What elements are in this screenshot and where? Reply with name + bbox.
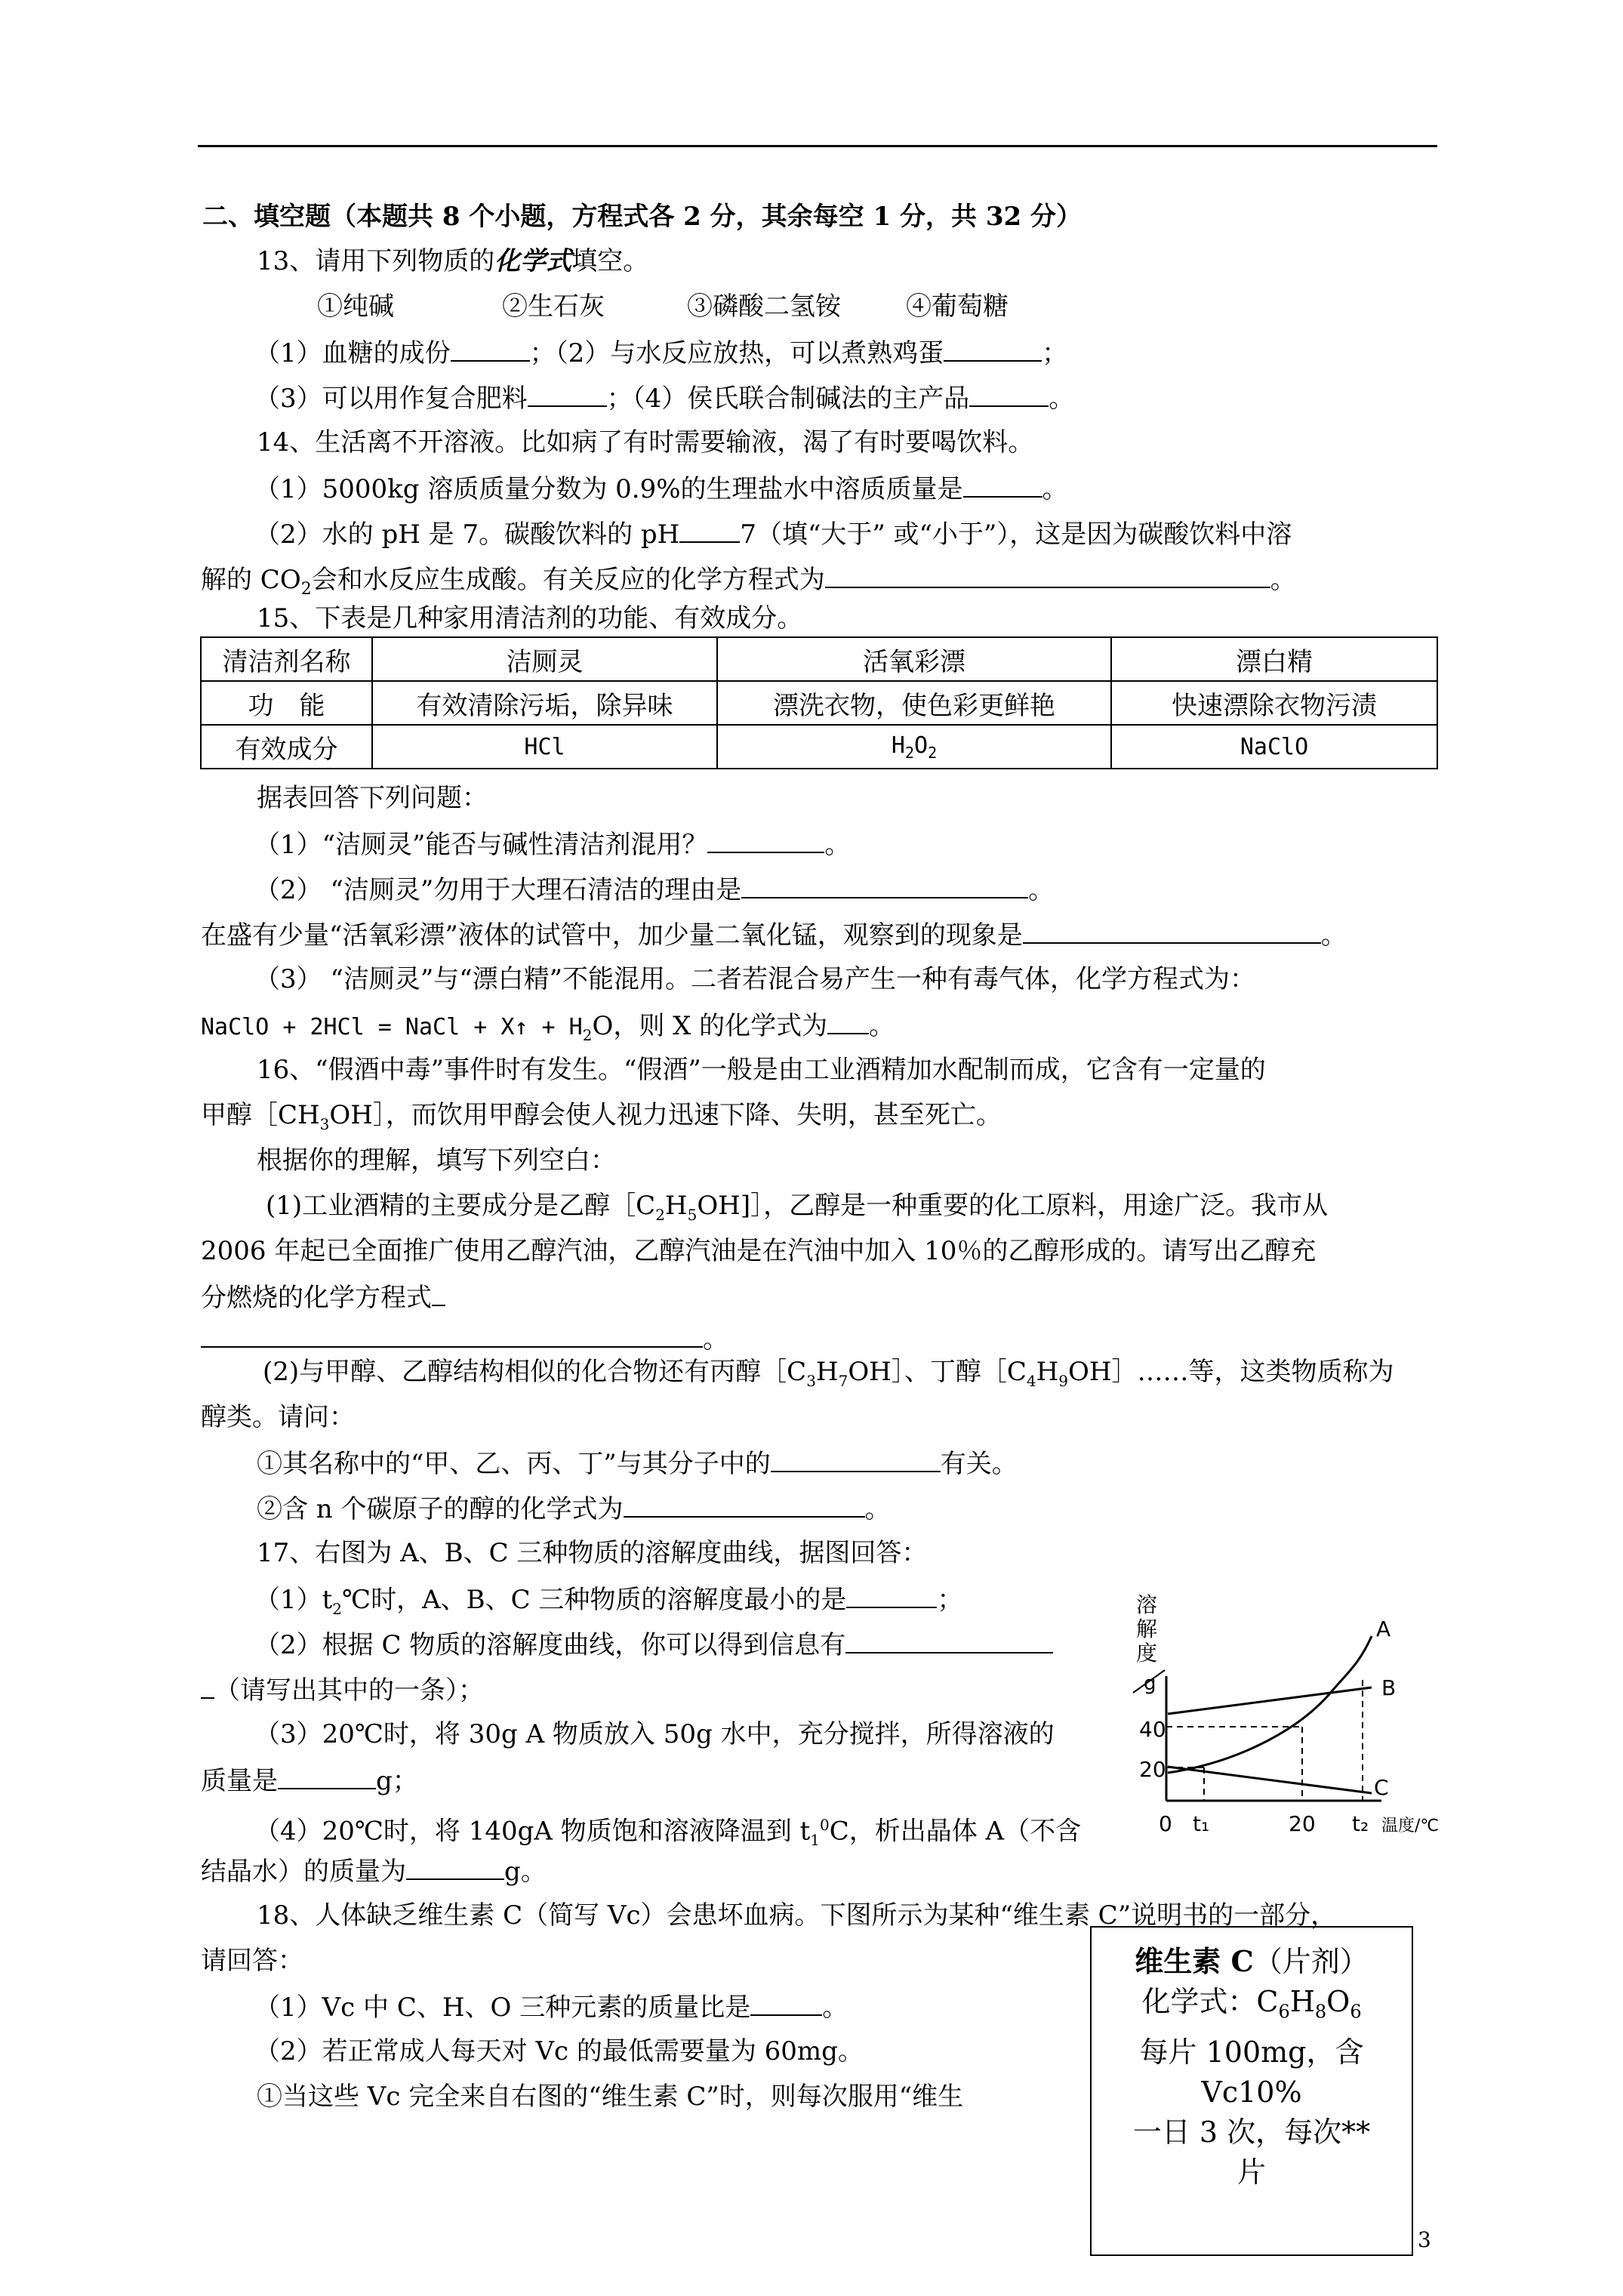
section-header: 二、填空题（本题共 8 个小题，方程式各 2 分，其余每空 1 分，共 32 分） — [202, 202, 1082, 232]
answer-blank[interactable] — [771, 1445, 941, 1472]
answer-blank[interactable] — [846, 1581, 937, 1608]
q14-line-3: 解的 $CO_2$会和水反应生成酸。有关反应的化学方程式为 。 — [201, 561, 1296, 607]
table-header-cell: 漂白精 — [1111, 637, 1437, 681]
q17-line-6: （4）20℃时，将 140gA 物质饱和溶液降温到 $t_1^0C$，析出晶体 A（不含 — [254, 1816, 1082, 1850]
q13-option-2: ②生石灰 — [502, 291, 605, 322]
answer-blank[interactable] — [451, 334, 530, 362]
q15-prompt: 据表回答下列问题： — [257, 783, 488, 813]
curve-label-b: B — [1381, 1675, 1397, 1700]
table-cell: 有效清除污垢，除异味 — [372, 681, 717, 725]
y-unit: g — [1144, 1672, 1156, 1695]
q13-line-1: （1）血糖的成份 ；（2）与水反应放热，可以煮熟鸡蛋 ； — [254, 334, 1067, 371]
y-axis-label — [1136, 1592, 1157, 1695]
table-cell: 漂洗衣物，使色彩更鲜艳 — [717, 681, 1111, 725]
curve-c — [1168, 1767, 1372, 1793]
y-label-char: 度 — [1136, 1641, 1158, 1666]
vc-box-line-3: 每片 100mg，含 — [1139, 2035, 1364, 2069]
answer-blank[interactable] — [963, 470, 1042, 498]
q18-line-5: ①当这些 Vc 完全来自右图的“维生素 C”时，则每次服用“维生 — [257, 2082, 964, 2112]
q17-stem: 17、右图为 A、B、C 三种物质的溶解度曲线，据图回答： — [257, 1538, 928, 1568]
answer-blank[interactable] — [827, 1007, 869, 1034]
table-header-cell: 清洁剂名称 — [201, 637, 372, 681]
answer-blank[interactable] — [1023, 917, 1321, 944]
y-label-char: 解 — [1136, 1616, 1158, 1641]
q18-line-4: （2）若正常成人每天对 Vc 的最低需要量为 60mg。 — [254, 2036, 864, 2066]
table-row — [201, 637, 1437, 681]
answer-blank[interactable] — [679, 516, 740, 543]
q16-line-2: 甲醇$[CH_3OH]$，而饮用甲醇会使人视力迅速下降、失明，甚至死亡。 — [201, 1100, 1002, 1133]
x-axis-label: 温度/℃ — [1381, 1817, 1440, 1835]
q18-line-3: （1）Vc 中 C、H、O 三种元素的质量比是 。 — [254, 1989, 848, 2025]
q18-line-1: 18、人体缺乏维生素 C（简写 Vc）会患坏血病。下图所示为某种“维生素 C”说明书的一部分， — [257, 1900, 1337, 1931]
table-header-cell: 洁厕灵 — [372, 637, 717, 681]
answer-blank[interactable] — [528, 380, 607, 407]
q15-line-3: 在盛有少量“活氧彩漂”液体的试管中，加少量二氧化锰，观察到的现象是 。 — [201, 917, 1347, 953]
vc-box-title: 维生素 C（片剂） — [1135, 1944, 1369, 1978]
q13-option-4: ④葡萄糖 — [906, 291, 1009, 322]
answer-blank[interactable] — [278, 1762, 376, 1789]
table-cell: 功 能 — [201, 681, 372, 725]
q16-line-11: ②含 n 个碳原子的醇的化学式为 。 — [257, 1490, 891, 1527]
answer-blank[interactable] — [845, 1626, 1053, 1653]
answer-blank[interactable] — [201, 1321, 703, 1348]
q16-line-4: (1)工业酒精的主要成分是乙醇$[C_2H_5OH]]$，乙醇是一种重要的化工原料，用途广泛。我市从 — [266, 1191, 1329, 1224]
table-cell: NaClO — [1111, 725, 1437, 769]
vc-box-line-4: Vc10% — [1201, 2075, 1302, 2109]
y-label-char: 溶 — [1136, 1592, 1158, 1617]
table-row — [201, 681, 1437, 725]
q14-line-1: （1）5000kg 溶质质量分数为 0.9%的生理盐水中溶质质量是 。 — [254, 470, 1068, 507]
q16-line-6: 分燃烧的化学方程式 — [201, 1279, 445, 1315]
page-number: 3 — [1418, 2227, 1431, 2252]
answer-blank[interactable] — [825, 561, 1270, 588]
x-tick-t1: t₁ — [1193, 1811, 1210, 1836]
q18-line-2: 请回答： — [201, 1946, 303, 1976]
vc-box-line-5: 一日 3 次，每次** — [1132, 2115, 1371, 2149]
y-tick-40: 40 — [1139, 1717, 1166, 1742]
q13-stem: 13、请用下列物质的化学式填空。 — [257, 246, 649, 276]
table-row — [201, 725, 1437, 769]
q15-line-1: （1）“洁厕灵”能否与碱性清洁剂混用？ 。 — [254, 826, 850, 862]
answer-blank[interactable] — [707, 826, 824, 853]
curve-label-c: C — [1374, 1775, 1389, 1800]
curve-b — [1168, 1687, 1372, 1714]
answer-blank[interactable] — [969, 380, 1049, 407]
answer-blank[interactable] — [432, 1279, 445, 1306]
vc-box-formula: 化学式：$C_6H_8O_6$ — [1141, 1985, 1362, 2023]
x-tick-20: 20 — [1289, 1811, 1316, 1836]
curve-label-a: A — [1376, 1616, 1391, 1641]
header-rule — [198, 145, 1437, 147]
answer-blank[interactable] — [944, 334, 1042, 362]
q15-stem: 15、下表是几种家用清洁剂的功能、有效成分。 — [257, 603, 803, 633]
q16-line-7: 。 — [201, 1321, 728, 1357]
curve-a — [1168, 1636, 1372, 1773]
q13-option-1: ①纯碱 — [317, 291, 394, 322]
q16-line-3: 根据你的理解，填写下列空白： — [257, 1145, 616, 1176]
q17-line-5: 质量是 g； — [201, 1762, 418, 1798]
solubility-curve-figure — [1129, 1582, 1461, 1842]
answer-blank[interactable] — [201, 1672, 214, 1699]
x-tick-0: 0 — [1159, 1811, 1172, 1836]
q16-line-9: 醇类。请问： — [201, 1402, 355, 1432]
cleaner-table — [200, 636, 1438, 769]
q16-line-1: 16、“假酒中毒”事件时有发生。“假酒”一般是由工业酒精加水配制而成，它含有一定量的 — [257, 1055, 1266, 1085]
q17-line-7: 结晶水）的质量为 g。 — [201, 1853, 547, 1889]
q15-line-5: NaClO + 2HCl = NaCl + X↑ + $H_2O$，则 X 的化学式为 。 — [201, 1007, 895, 1052]
q16-line-5: 2006 年起已全面推广使用乙醇汽油，乙醇汽油是在汽油中加入 10％的乙醇形成的。请写出乙醇充 — [201, 1236, 1317, 1266]
vitamin-c-label-box — [1090, 1926, 1413, 2256]
q17-line-2: （2）根据 C 物质的溶解度曲线，你可以得到信息有 — [254, 1626, 1053, 1663]
answer-blank[interactable] — [750, 1989, 822, 2016]
q16-line-8: (2)与甲醇、乙醇结构相似的化合物还有丙醇$[C_3H_7OH]$、丁醇$[C_4H_9OH]\dots\dots$等，这类物质称为 — [263, 1357, 1394, 1390]
q15-line-2: （2） “洁厕灵”勿用于大理石清洁的理由是 。 — [254, 871, 1054, 908]
table-cell: $H_2O_2$ — [717, 725, 1111, 769]
q13-line-2: （3）可以用作复合肥料 ；（4）侯氏联合制碱法的主产品 。 — [254, 380, 1074, 416]
x-tick-t2: t₂ — [1352, 1811, 1369, 1836]
q17-line-4: （3）20℃时，将 30g A 物质放入 50g 水中，充分搅拌，所得溶液的 — [254, 1719, 1055, 1749]
q15-line-4: （3） “洁厕灵”与“漂白精”不能混用。二者若混合易产生一种有毒气体，化学方程式为： — [254, 964, 1255, 994]
table-cell: 有效成分 — [201, 725, 372, 769]
y-tick-20: 20 — [1139, 1757, 1166, 1782]
q17-line-1: $(1)t_2℃$时，A、B、C 三种物质的溶解度最小的是 ； — [254, 1581, 962, 1626]
answer-blank[interactable] — [624, 1490, 865, 1518]
table-cell: 快速漂除衣物污渍 — [1111, 681, 1437, 725]
table-header-cell: 活氧彩漂 — [717, 637, 1111, 681]
vc-box-line-6: 片 — [1236, 2155, 1266, 2189]
table-cell: HCl — [372, 725, 717, 769]
q16-line-10: ①其名称中的“甲、乙、丙、丁”与其分子中的 有关。 — [257, 1445, 1018, 1481]
q17-line-3: （请写出其中的一条）； — [201, 1672, 484, 1708]
q13-options — [317, 289, 1009, 324]
answer-blank[interactable] — [741, 871, 1028, 898]
q14-stem: 14、生活离不开溶液。比如病了有时需要输液，渴了有时要喝饮料。 — [257, 427, 1034, 458]
q13-option-3: ③磷酸二氢铵 — [687, 291, 841, 322]
answer-blank[interactable] — [406, 1853, 504, 1880]
q14-line-2: （2）水的 pH 是 7。碳酸饮料的 pH 7（填“大于” 或“小于”），这是因为碳酸饮料中溶 — [254, 516, 1292, 552]
